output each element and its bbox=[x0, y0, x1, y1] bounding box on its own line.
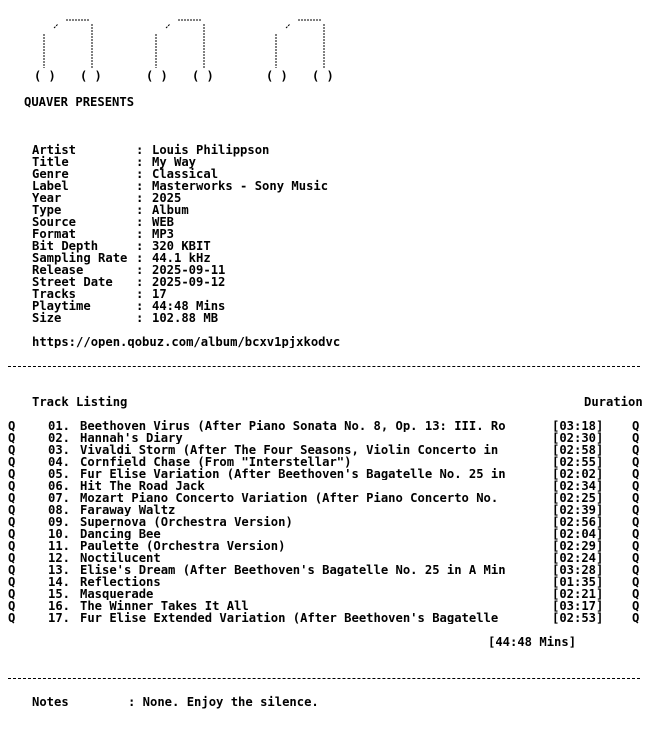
info-key: Genre bbox=[32, 167, 69, 181]
info-colon: : bbox=[136, 275, 144, 289]
track-marker-left: Q bbox=[8, 503, 16, 517]
info-key: Bit Depth bbox=[32, 239, 99, 253]
track-title: Noctilucent bbox=[80, 552, 161, 564]
svg-text:( ): ( ) bbox=[146, 69, 168, 83]
track-marker-left: Q bbox=[8, 527, 16, 541]
track-duration: [02:25] bbox=[552, 491, 604, 505]
track-row bbox=[8, 432, 644, 444]
track-title: Dancing Bee bbox=[80, 528, 161, 540]
track-number: 03. bbox=[48, 443, 71, 457]
track-duration: [02:21] bbox=[552, 587, 604, 601]
info-value: 320 KBIT bbox=[152, 239, 211, 253]
divider bbox=[8, 360, 644, 372]
track-title: Fur Elise Variation (After Beethoven's Bagatelle No. 25 in bbox=[80, 468, 506, 480]
album-url: https://open.qobuz.com/album/bcxv1pjxkodvc bbox=[32, 336, 341, 348]
track-title: Hannah's Diary bbox=[80, 432, 183, 444]
info-value: Album bbox=[152, 203, 189, 217]
info-key: Year bbox=[32, 191, 62, 205]
ascii-logo bbox=[8, 6, 644, 84]
notes-value: : None. Enjoy the silence. bbox=[128, 695, 319, 709]
info-key: Street Date bbox=[32, 275, 113, 289]
info-colon: : bbox=[136, 251, 144, 265]
track-duration: [02:29] bbox=[552, 539, 604, 553]
track-number: 10. bbox=[48, 527, 71, 541]
presents-line: QUAVER PRESENTS bbox=[24, 96, 135, 108]
track-marker-right: Q bbox=[632, 503, 640, 517]
track-marker-left: Q bbox=[8, 431, 16, 445]
tracklist-header bbox=[8, 396, 644, 408]
info-value: Masterworks - Sony Music bbox=[152, 179, 329, 193]
info-key: Release bbox=[32, 263, 84, 277]
info-value: My Way bbox=[152, 155, 197, 169]
track-duration: [02:34] bbox=[552, 479, 604, 493]
track-marker-left: Q bbox=[8, 599, 16, 613]
track-marker-right: Q bbox=[632, 455, 640, 469]
release-info bbox=[8, 144, 644, 324]
info-key: Format bbox=[32, 227, 77, 241]
track-marker-left: Q bbox=[8, 515, 16, 529]
track-marker-right: Q bbox=[632, 611, 640, 625]
track-marker-right: Q bbox=[632, 527, 640, 541]
info-colon: : bbox=[136, 311, 144, 325]
track-number: 16. bbox=[48, 599, 71, 613]
info-value: MP3 bbox=[152, 227, 175, 241]
music-notes-logo-icon bbox=[8, 6, 348, 84]
info-key: Type bbox=[32, 203, 62, 217]
info-colon: : bbox=[136, 191, 144, 205]
track-title: Hit The Road Jack bbox=[80, 480, 205, 492]
info-row bbox=[8, 180, 644, 192]
info-row bbox=[8, 156, 644, 168]
track-marker-right: Q bbox=[632, 419, 640, 433]
notes-row bbox=[8, 696, 644, 708]
track-marker-left: Q bbox=[8, 491, 16, 505]
total-playtime: [44:48 Mins] bbox=[488, 635, 577, 649]
track-row bbox=[8, 444, 644, 456]
info-key: Tracks bbox=[32, 287, 77, 301]
info-key: Sampling Rate bbox=[32, 251, 128, 265]
track-marker-right: Q bbox=[632, 599, 640, 613]
track-title: Vivaldi Storm (After The Four Seasons, Violin Concerto in bbox=[80, 444, 499, 456]
track-marker-right: Q bbox=[632, 551, 640, 565]
info-value: 44:48 Mins bbox=[152, 299, 226, 313]
track-row bbox=[8, 468, 644, 480]
track-row bbox=[8, 480, 644, 492]
track-number: 15. bbox=[48, 587, 71, 601]
track-number: 08. bbox=[48, 503, 71, 517]
divider bbox=[8, 672, 644, 684]
track-row bbox=[8, 528, 644, 540]
track-number: 05. bbox=[48, 467, 71, 481]
track-duration: [02:55] bbox=[552, 455, 604, 469]
notes-label: Notes bbox=[32, 695, 69, 709]
track-title: Masquerade bbox=[80, 588, 154, 600]
track-number: 12. bbox=[48, 551, 71, 565]
track-duration: [02:53] bbox=[552, 611, 604, 625]
info-value: 2025-09-11 bbox=[152, 263, 226, 277]
track-row bbox=[8, 564, 644, 576]
track-marker-left: Q bbox=[8, 587, 16, 601]
info-colon: : bbox=[136, 215, 144, 229]
track-row bbox=[8, 552, 644, 564]
info-value: 2025 bbox=[152, 191, 182, 205]
info-value: 2025-09-12 bbox=[152, 275, 226, 289]
track-number: 09. bbox=[48, 515, 71, 529]
info-colon: : bbox=[136, 263, 144, 277]
info-key: Size bbox=[32, 311, 62, 325]
track-title: Reflections bbox=[80, 576, 161, 588]
track-title: Faraway Waltz bbox=[80, 504, 176, 516]
svg-text:( ): ( ) bbox=[312, 69, 334, 83]
info-row bbox=[8, 144, 644, 156]
track-duration: [02:56] bbox=[552, 515, 604, 529]
track-duration: [02:24] bbox=[552, 551, 604, 565]
track-number: 02. bbox=[48, 431, 71, 445]
info-value: WEB bbox=[152, 215, 175, 229]
track-marker-left: Q bbox=[8, 419, 16, 433]
track-marker-left: Q bbox=[8, 551, 16, 565]
track-marker-right: Q bbox=[632, 431, 640, 445]
track-duration: [02:58] bbox=[552, 443, 604, 457]
info-key: Artist bbox=[32, 143, 77, 157]
info-colon: : bbox=[136, 227, 144, 241]
track-marker-left: Q bbox=[8, 539, 16, 553]
track-title: Fur Elise Extended Variation (After Beethoven's Bagatelle bbox=[80, 612, 499, 624]
info-colon: : bbox=[136, 179, 144, 193]
svg-text:( ): ( ) bbox=[34, 69, 56, 83]
info-colon: : bbox=[136, 239, 144, 253]
track-number: 04. bbox=[48, 455, 71, 469]
info-row bbox=[8, 288, 644, 300]
track-marker-left: Q bbox=[8, 479, 16, 493]
track-duration: [02:04] bbox=[552, 527, 604, 541]
track-duration: [02:39] bbox=[552, 503, 604, 517]
track-marker-left: Q bbox=[8, 575, 16, 589]
track-marker-right: Q bbox=[632, 539, 640, 553]
info-row bbox=[8, 192, 644, 204]
info-row bbox=[8, 276, 644, 288]
track-title: Elise's Dream (After Beethoven's Bagatelle No. 25 in A Min bbox=[80, 564, 506, 576]
track-title: The Winner Takes It All bbox=[80, 600, 249, 612]
track-marker-right: Q bbox=[632, 491, 640, 505]
info-row bbox=[8, 312, 644, 324]
info-row bbox=[8, 300, 644, 312]
svg-text:( ): ( ) bbox=[80, 69, 102, 83]
info-colon: : bbox=[136, 287, 144, 301]
info-value: 44.1 kHz bbox=[152, 251, 211, 265]
track-duration: [01:35] bbox=[552, 575, 604, 589]
info-colon: : bbox=[136, 143, 144, 157]
track-marker-left: Q bbox=[8, 455, 16, 469]
info-row bbox=[8, 216, 644, 228]
track-row bbox=[8, 588, 644, 600]
track-row bbox=[8, 540, 644, 552]
tracklist bbox=[8, 420, 644, 624]
info-colon: : bbox=[136, 155, 144, 169]
track-row bbox=[8, 456, 644, 468]
track-marker-right: Q bbox=[632, 443, 640, 457]
svg-text:( ): ( ) bbox=[266, 69, 288, 83]
track-number: 06. bbox=[48, 479, 71, 493]
track-duration: [02:30] bbox=[552, 431, 604, 445]
track-row bbox=[8, 516, 644, 528]
track-row bbox=[8, 420, 644, 432]
track-marker-left: Q bbox=[8, 563, 16, 577]
info-key: Title bbox=[32, 155, 69, 169]
track-duration: [02:02] bbox=[552, 467, 604, 481]
track-marker-left: Q bbox=[8, 611, 16, 625]
track-title: Mozart Piano Concerto Variation (After Piano Concerto No. bbox=[80, 492, 499, 504]
track-number: 11. bbox=[48, 539, 71, 553]
svg-text:( ): ( ) bbox=[192, 69, 214, 83]
info-row bbox=[8, 252, 644, 264]
track-marker-right: Q bbox=[632, 575, 640, 589]
track-duration: [03:28] bbox=[552, 563, 604, 577]
track-marker-left: Q bbox=[8, 467, 16, 481]
info-colon: : bbox=[136, 203, 144, 217]
info-value: Classical bbox=[152, 167, 219, 181]
track-title: Supernova (Orchestra Version) bbox=[80, 516, 293, 528]
track-title: Cornfield Chase (From "Interstellar") bbox=[80, 456, 352, 468]
track-marker-left: Q bbox=[8, 443, 16, 457]
info-value: 102.88 MB bbox=[152, 311, 219, 325]
track-marker-right: Q bbox=[632, 467, 640, 481]
tracklist-heading: Track Listing bbox=[32, 395, 128, 409]
track-number: 13. bbox=[48, 563, 71, 577]
info-key: Source bbox=[32, 215, 77, 229]
track-number: 01. bbox=[48, 419, 71, 433]
info-row bbox=[8, 228, 644, 240]
track-title: Paulette (Orchestra Version) bbox=[80, 540, 286, 552]
track-row bbox=[8, 612, 644, 624]
track-number: 14. bbox=[48, 575, 71, 589]
track-marker-right: Q bbox=[632, 587, 640, 601]
info-value: 17 bbox=[152, 287, 167, 301]
info-key: Label bbox=[32, 179, 69, 193]
info-colon: : bbox=[136, 167, 144, 181]
track-row bbox=[8, 600, 644, 612]
track-row bbox=[8, 576, 644, 588]
nfo-document bbox=[8, 6, 644, 708]
info-colon: : bbox=[136, 299, 144, 313]
track-number: 07. bbox=[48, 491, 71, 505]
track-duration: [03:17] bbox=[552, 599, 604, 613]
track-number: 17. bbox=[48, 611, 71, 625]
info-value: Louis Philippson bbox=[152, 143, 270, 157]
track-title: Beethoven Virus (After Piano Sonata No. 8, Op. 13: III. Ro bbox=[80, 420, 506, 432]
duration-heading: Duration bbox=[584, 395, 643, 409]
track-marker-right: Q bbox=[632, 563, 640, 577]
track-duration: [03:18] bbox=[552, 419, 604, 433]
track-row bbox=[8, 504, 644, 516]
track-row bbox=[8, 492, 644, 504]
info-row bbox=[8, 204, 644, 216]
track-marker-right: Q bbox=[632, 515, 640, 529]
track-marker-right: Q bbox=[632, 479, 640, 493]
info-key: Playtime bbox=[32, 299, 91, 313]
